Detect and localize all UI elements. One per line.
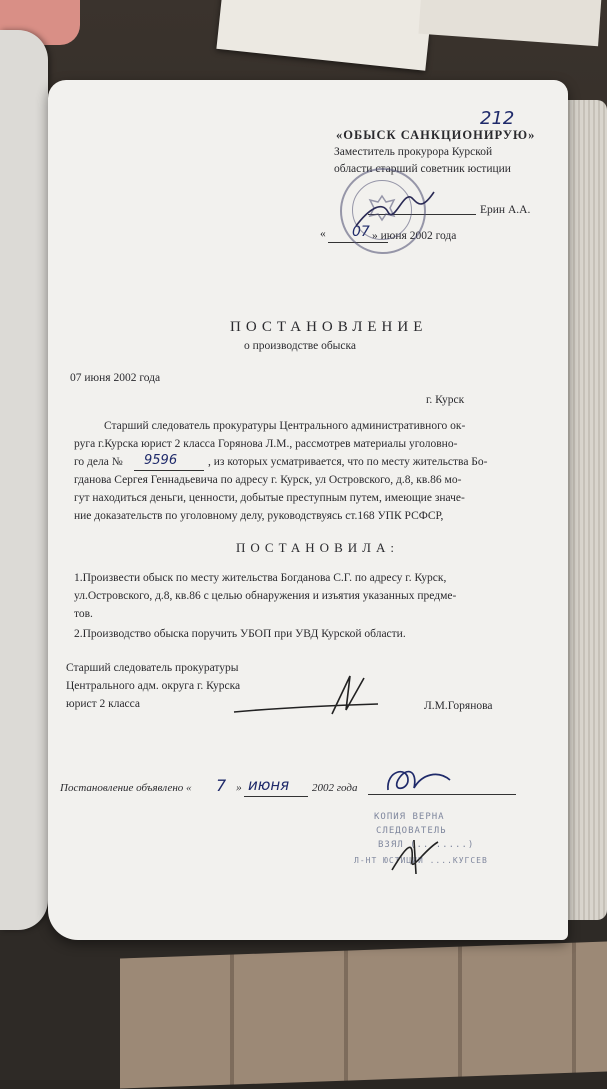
approval-date-open: «: [320, 228, 326, 240]
decision-line-2: ул.Островского, д.8, кв.86 с целью обнаружения и изъятия указанных предме-: [74, 590, 457, 602]
body-line-2: руга г.Курска юрист 2 класса Горянова Л.М., рассмотрев материалы уголовно-: [74, 438, 458, 450]
copy-stamp-signature: [384, 830, 444, 880]
approval-date-day: 07: [352, 224, 370, 240]
approval-signature-scribble: [348, 180, 438, 240]
copy-stamp-line-2: СЛЕДОВАТЕЛЬ: [376, 826, 447, 836]
announced-prefix: Постановление объявлено «: [60, 782, 192, 794]
announced-day: 7: [216, 776, 227, 795]
signer-line-2: Центрального адм. округа г. Курска: [66, 680, 241, 692]
body-line-4: гданова Сергея Геннадьевича по адресу г. Курск, ул Островского, д.8, кв.86 мо-: [74, 474, 462, 486]
decided-heading: ПОСТАНОВИЛА:: [236, 540, 399, 555]
document-date: 07 июня 2002 года: [70, 372, 161, 384]
copy-stamp-line-3: ВЗЯЛ (........): [378, 840, 475, 850]
decision-line-4: 2.Производство обыска поручить УБОП при УВД Курской области.: [74, 628, 406, 640]
body-line-1: Старший следователь прокуратуры Центрального административного ок-: [104, 420, 466, 432]
case-number: 9596: [144, 453, 178, 468]
body-line-5: гут находиться деньги, ценности, добытые преступным путем, имеющие значе-: [74, 492, 465, 504]
announced-signature: [378, 760, 458, 804]
decision-line-3: тов.: [74, 608, 93, 620]
approval-heading: «ОБЫСК САНКЦИОНИРУЮ»: [336, 128, 536, 142]
document-title: ПОСТАНОВЛЕНИЕ: [230, 319, 428, 335]
announced-month-line: [244, 796, 308, 797]
approval-line-2: области старший советник юстиции: [334, 163, 511, 175]
signer-name: Л.М.Горянова: [424, 700, 493, 712]
signer-line-1: Старший следователь прокуратуры: [66, 662, 239, 674]
investigator-signature: [228, 670, 408, 720]
body-line-3b: , из которых усматривается, что по месту жительства Бо-: [208, 456, 488, 468]
case-number-line: [134, 470, 204, 471]
approval-date-rest: » июня 2002 года: [372, 230, 457, 242]
document-subtitle: о производстве обыска: [244, 340, 357, 352]
signer-line-3: юрист 2 класса: [66, 698, 141, 710]
announced-month: июня: [248, 776, 290, 794]
announced-suffix: 2002 года: [312, 782, 358, 794]
approval-line-1: Заместитель прокурора Курской: [334, 146, 493, 158]
decision-line-1: 1.Произвести обыск по месту жительства Богданова С.Г. по адресу г. Курск,: [74, 572, 447, 584]
floor-background: [120, 941, 607, 1088]
copy-stamp-line-1: КОПИЯ ВЕРНА: [374, 812, 445, 822]
document-page: [48, 80, 568, 940]
copy-stamp-line-4: Л-НТ ЮСТИЦИИ ....КУГСЕВ: [354, 856, 488, 865]
body-line-6: ние доказательств по уголовному делу, руководствуясь ст.168 УПК РСФСР,: [74, 510, 444, 522]
announced-mid: »: [236, 782, 242, 794]
body-line-3a: го дела №: [74, 456, 123, 468]
left-page-edge: [0, 30, 48, 930]
page-number: 212: [480, 108, 515, 129]
document-city: г. Курск: [426, 394, 465, 406]
approval-signer: Ерин А.А.: [480, 204, 531, 216]
